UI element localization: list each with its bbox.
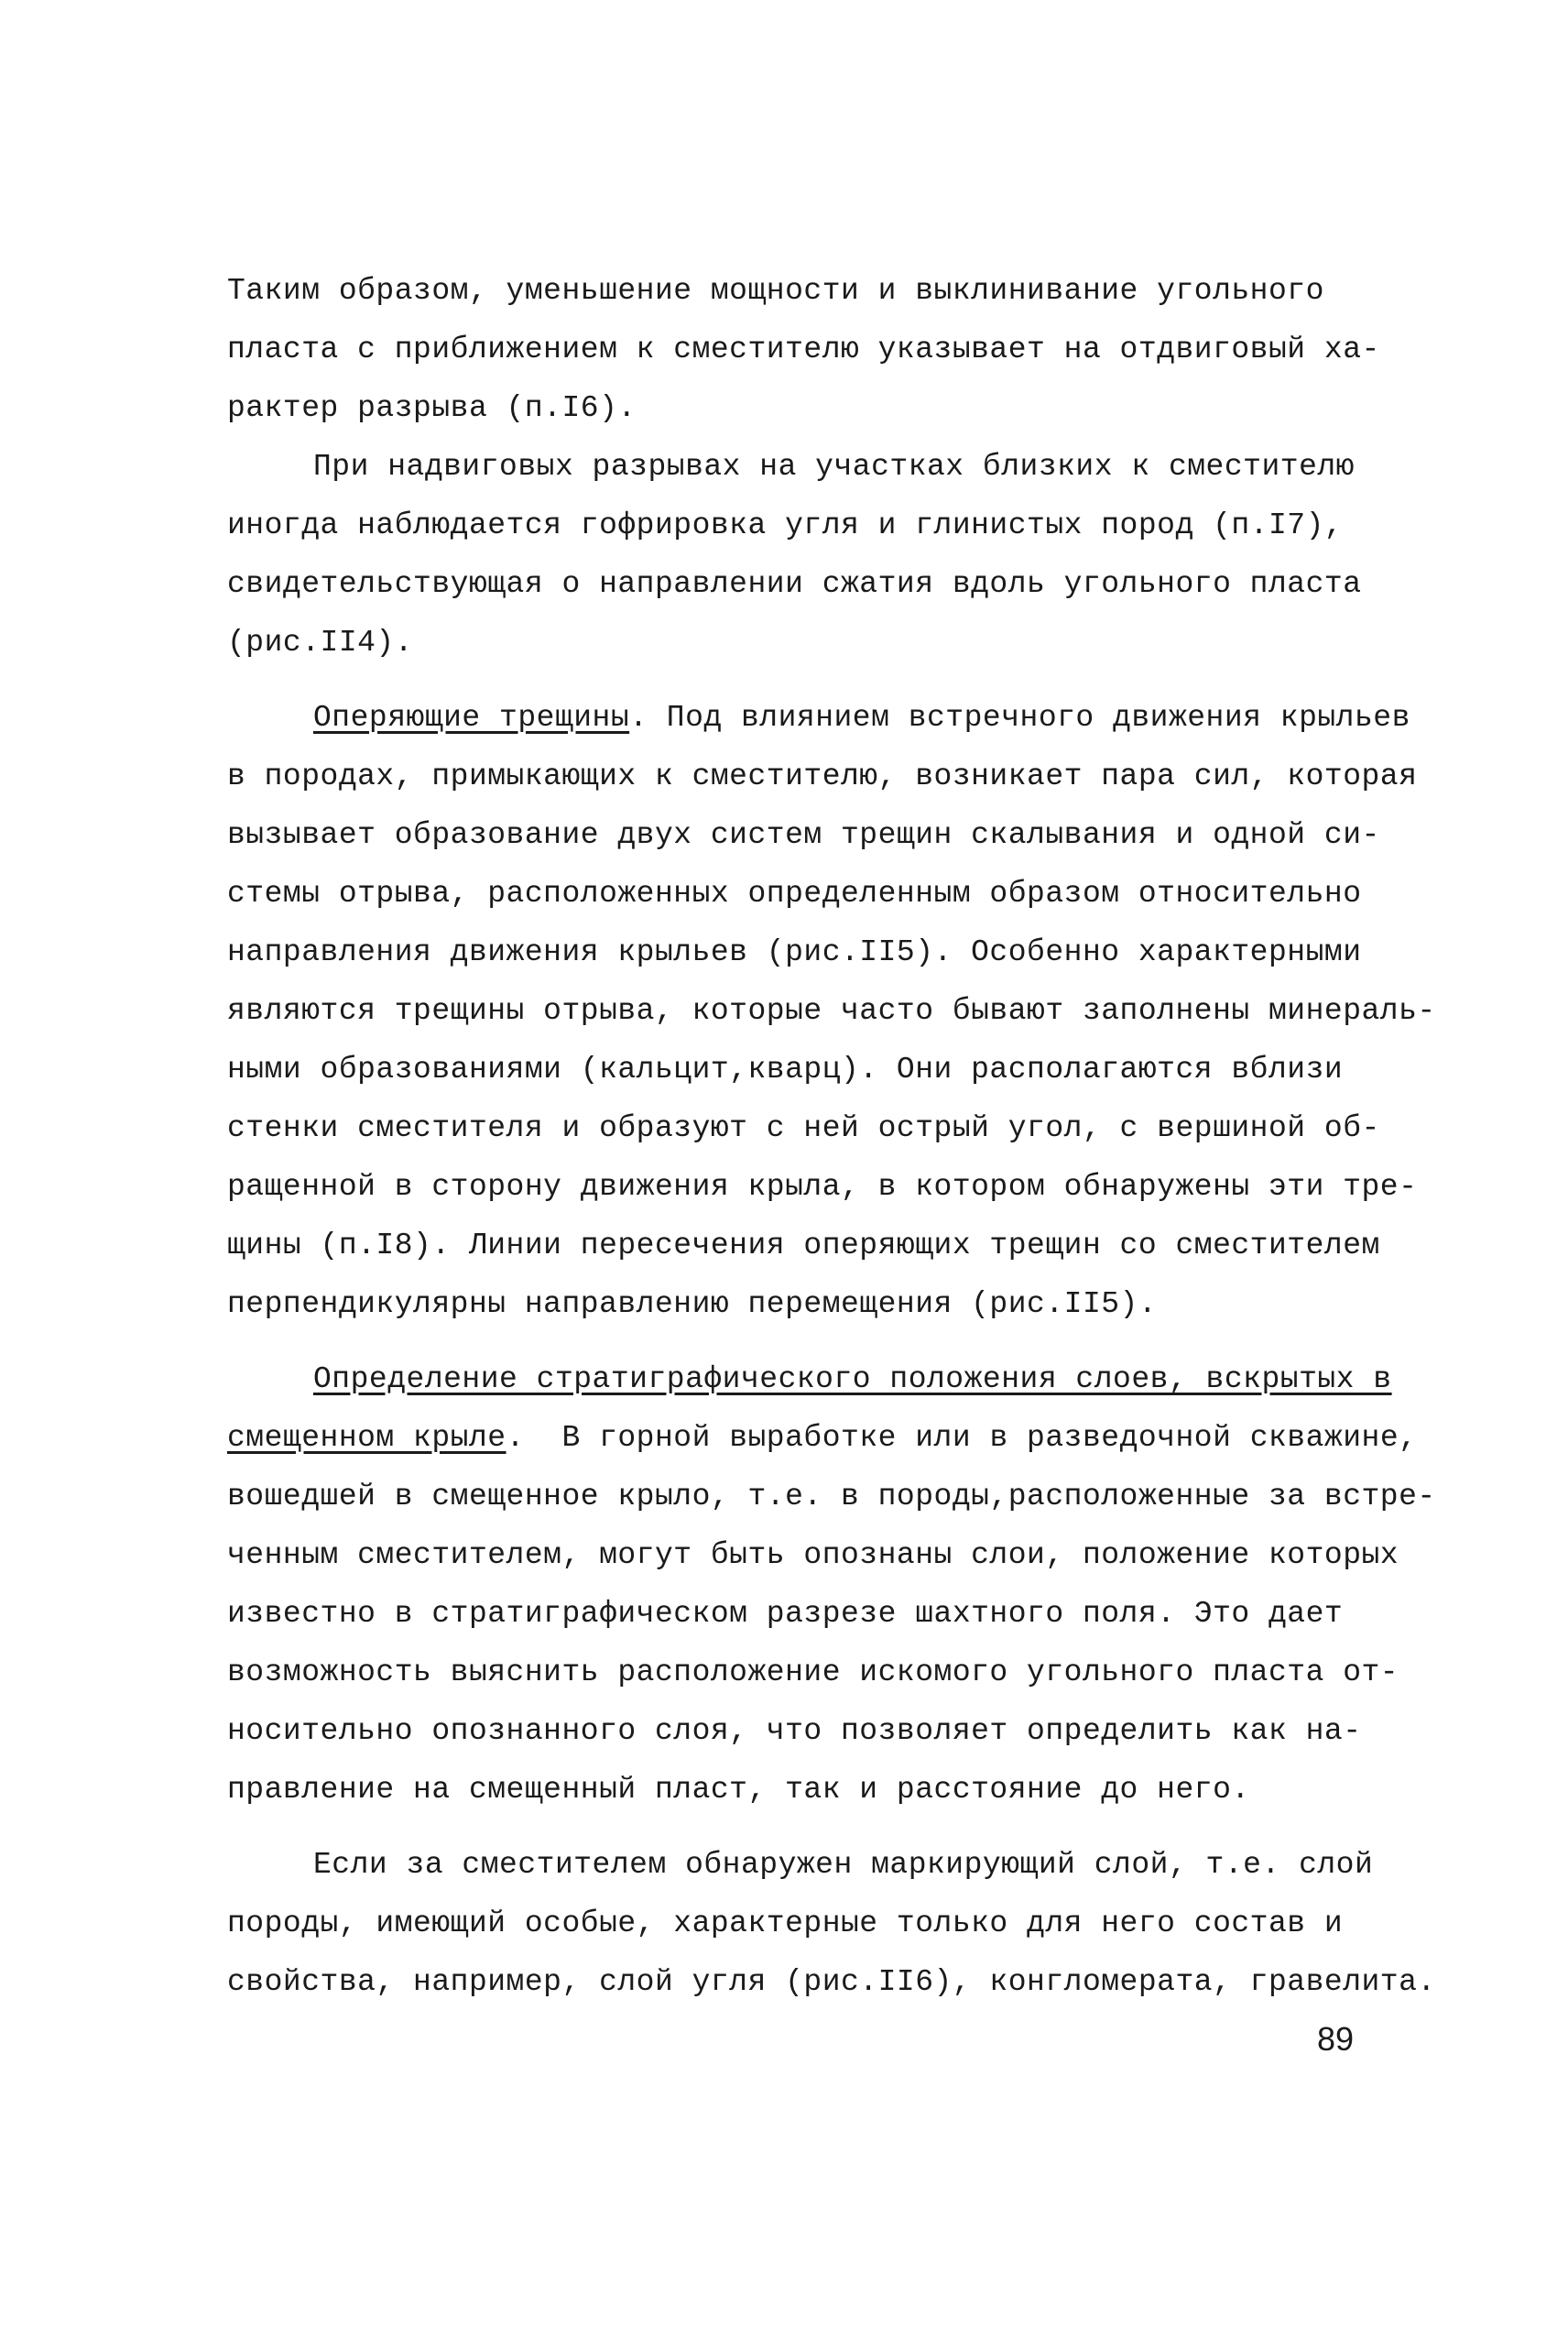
text-line: рактер разрыва (п.I6). bbox=[227, 391, 637, 425]
text-line: свойства, например, слой угля (рис.II6), конгломерата, гравелита. bbox=[227, 1965, 1436, 1999]
text-line: стенки сместителя и образуют с ней острый угол, с вершиной об- bbox=[227, 1111, 1380, 1145]
text-line: правление на смещенный пласт, так и расстояние до него. bbox=[227, 1773, 1250, 1807]
text-line: щины (п.I8). Линии пересечения оперяющих трещин со сместителем bbox=[227, 1229, 1380, 1262]
text-line: породы, имеющий особые, характерные только для него состав и bbox=[227, 1906, 1344, 1940]
text-line: вызывает образование двух систем трещин скалывания и одной си- bbox=[227, 818, 1380, 852]
text-line: являются трещины отрыва, которые часто бывают заполнены минераль- bbox=[227, 994, 1436, 1028]
page-number: 89 bbox=[1317, 2020, 1355, 2058]
text-line: ными образованиями (кальцит,кварц). Они располагаются вблизи bbox=[227, 1053, 1344, 1087]
text-line: в породах, примыкающих к сместителю, возникает пара сил, которая bbox=[227, 759, 1418, 793]
text-line: пласта с приближением к сместителю указывает на отдвиговый ха- bbox=[227, 333, 1380, 366]
text-line: вошедшей в смещенное крыло, т.е. в породы,расположенные за встре- bbox=[227, 1480, 1436, 1513]
text-line: Таким образом, уменьшение мощности и выклинивание угольного bbox=[227, 274, 1324, 308]
text-span: . В горной выработке или в разведочной скважине, bbox=[506, 1421, 1418, 1455]
text-line: носительно опознанного слоя, что позволяет определить как на- bbox=[227, 1714, 1362, 1748]
text-line: ращенной в сторону движения крыла, в котором обнаружены эти тре- bbox=[227, 1170, 1418, 1204]
text-line: При надвиговых разрывах на участках близких к сместителю bbox=[313, 450, 1355, 484]
section-heading: смещенном крыле bbox=[227, 1421, 506, 1455]
text-line: (рис.II4). bbox=[227, 626, 414, 660]
section-heading: Определение стратиграфического положения слоев, вскрытых в bbox=[313, 1362, 1392, 1396]
text-span: . Под влиянием встречного движения крыльев bbox=[629, 701, 1410, 735]
section-heading: Оперяющие трещины bbox=[313, 701, 630, 735]
text-line: известно в стратиграфическом разрезе шахтного поля. Это дает bbox=[227, 1597, 1344, 1631]
text-line bbox=[227, 1420, 1417, 1457]
text-line: ченным сместителем, могут быть опознаны слои, положение которых bbox=[227, 1538, 1399, 1572]
text-line: направления движения крыльев (рис.II5). Особенно характерными bbox=[227, 935, 1362, 969]
text-line: возможность выяснить расположение искомого угольного пласта от- bbox=[227, 1655, 1399, 1689]
text-line bbox=[313, 700, 1410, 737]
text-line: стемы отрыва, расположенных определенным образом относительно bbox=[227, 877, 1362, 911]
text-line bbox=[313, 1361, 1392, 1398]
text-line: Если за сместителем обнаружен маркирующий слой, т.е. слой bbox=[313, 1848, 1374, 1882]
text-line: иногда наблюдается гофрировка угля и глинистых пород (п.I7), bbox=[227, 508, 1344, 542]
text-line: перпендикулярны направлению перемещения (рис.II5). bbox=[227, 1287, 1158, 1321]
text-line: свидетельствующая о направлении сжатия вдоль угольного пласта bbox=[227, 567, 1362, 601]
